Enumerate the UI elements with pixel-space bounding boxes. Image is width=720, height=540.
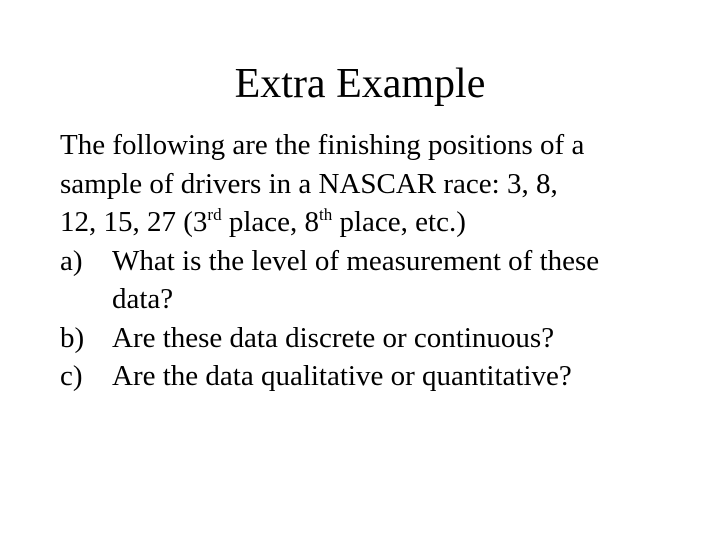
intro-line-1: The following are the finishing positions of a — [60, 129, 585, 161]
intro-line-2: sample of drivers in a NASCAR race: 3, 8, — [60, 167, 558, 200]
question-b — [60, 319, 690, 358]
slide-body — [60, 126, 690, 396]
question-marker: b) — [60, 321, 85, 354]
question-text-line: data? — [112, 283, 174, 315]
slide-title: Extra Example — [234, 61, 486, 107]
intro-line-3 — [60, 203, 690, 242]
question-text-line: What is the level of measurement of these — [112, 244, 600, 277]
intro-line-3-part-c: place, etc.) — [332, 206, 466, 238]
question-text-line: Are these data discrete or continuous? — [112, 321, 555, 354]
ordinal-suffix-th: th — [319, 205, 333, 224]
question-marker: a) — [60, 244, 83, 277]
intro-line-3-part-a: 12, 15, 27 (3 — [60, 206, 208, 238]
question-marker: c) — [60, 360, 83, 392]
question-a — [60, 242, 690, 319]
question-c — [60, 357, 690, 396]
intro-line-3-part-b: place, 8 — [221, 206, 320, 238]
question-text-line: Are the data qualitative or quantitative? — [112, 360, 572, 392]
intro-paragraph — [60, 126, 690, 242]
ordinal-suffix-rd: rd — [207, 205, 222, 224]
